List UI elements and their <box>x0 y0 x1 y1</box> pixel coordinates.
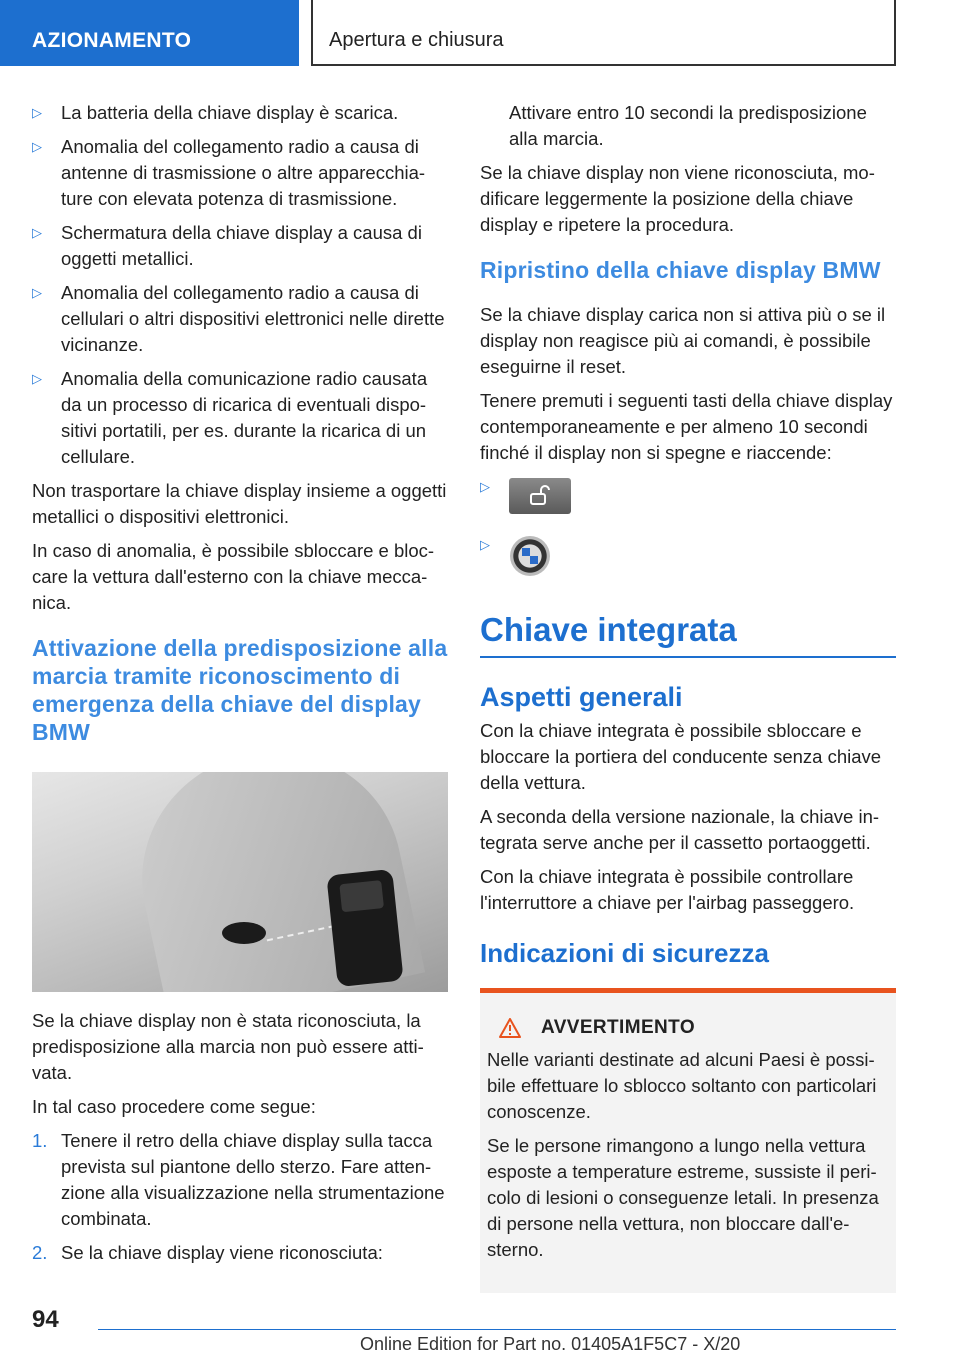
edition-footer: Online Edition for Part no. 01405A1F5C7 - X/20 <box>360 1334 741 1354</box>
paragraph: Con la chiave integrata è possibile sbloccare e bloccare la portiera del conducente senza chiave della vettura. <box>480 720 882 793</box>
page-header <box>0 0 960 66</box>
triangle-bullet-icon: ▷ <box>480 537 490 552</box>
chapter-section-title: Chiave integrata <box>480 610 896 658</box>
section-heading: Aspetti generali <box>480 682 683 712</box>
paragraph: A seconda della versione nazionale, la chiave integrata serve anche per il cassetto portaoggetti. <box>480 806 880 853</box>
warning-triangle-icon <box>499 1018 521 1038</box>
paragraph: Con la chiave integrata è possibile controllare l'interruttore a chiave per l'airbag passeggero. <box>480 866 855 913</box>
triangle-bullet-icon: ▷ <box>32 371 42 386</box>
step-continuation: Attivare entro 10 secondi la predisposizione alla marcia. <box>509 102 867 149</box>
list-item <box>480 474 896 532</box>
paragraph: Non trasportare la chiave display insieme a oggetti metallici o dispositivi elettronici. <box>32 480 447 527</box>
right-column <box>480 100 896 1293</box>
paragraph: Se la chiave display carica non si attiva più o se il display non reagisce più ai comandi, è possibile eseguirne il reset. <box>480 304 886 377</box>
section-heading: Ripristino della chiave display BMW <box>480 257 881 283</box>
key-notch <box>222 922 266 944</box>
triangle-bullet-icon: ▷ <box>32 105 42 120</box>
warning-title: AVVERTIMENTO <box>541 1017 695 1038</box>
list-item: ▷ Anomalia del collegamento radio a causa di cellulari o altri dispositivi elettronici nelle dirette vicinanze. <box>32 282 445 355</box>
paragraph: Tenere premuti i seguenti tasti della chiave display contemporaneamente e per almeno 10 secondi finché il display non si spegne e riaccende: <box>480 390 893 463</box>
list-item: ▷ Schermatura della chiave display a causa di oggetti metallici. <box>32 222 422 269</box>
triangle-bullet-icon: ▷ <box>480 479 490 494</box>
paragraph: Se la chiave display non è stata riconosciuta, la predisposizione alla marcia non può essere attivata. <box>32 1010 424 1083</box>
triangle-bullet-icon: ▷ <box>32 225 42 240</box>
step-number: 2. <box>32 1242 48 1263</box>
warning-box <box>480 988 896 1293</box>
warning-header <box>487 1015 890 1041</box>
section-heading: Attivazione della predisposizione alla marcia tramite riconoscimento di emergenza della chiave del display BMW <box>32 635 448 745</box>
left-column <box>32 100 448 1274</box>
step-item: 2. Se la chiave display viene riconosciuta: <box>32 1240 448 1266</box>
section-label: AZIONAMENTO <box>0 0 299 66</box>
section-heading: Indicazioni di sicurezza <box>480 938 769 968</box>
steering-column-photo <box>32 772 448 992</box>
bmw-logo-button-icon <box>510 536 550 576</box>
step-number: 1. <box>32 1130 48 1151</box>
display-key-fob <box>326 869 403 987</box>
paragraph: In tal caso procedere come segue: <box>32 1096 316 1117</box>
unlock-button-icon <box>509 478 571 514</box>
warning-paragraph: Nelle varianti destinate ad alcuni Paesi è possibile effettuare lo sblocco soltanto con particolari conoscenze. <box>487 1049 877 1122</box>
page-number: 94 <box>32 1306 59 1333</box>
footer-divider <box>98 1329 896 1330</box>
chapter-header <box>311 0 896 66</box>
paragraph: In caso di anomalia, è possibile sbloccare e bloccare la vettura dall'esterno con la chiave meccanica. <box>32 540 435 613</box>
list-item: ▷ La batteria della chiave display è scarica. <box>32 100 448 126</box>
step-item: 1. Tenere il retro della chiave display sulla tacca prevista sul piantone dello sterzo. Fare attenzione alla visualizzazione nella strumentazione combinata. <box>32 1130 445 1229</box>
triangle-bullet-icon: ▷ <box>32 285 42 300</box>
triangle-bullet-icon: ▷ <box>32 139 42 154</box>
chapter-title: Apertura e chiusura <box>329 29 504 51</box>
list-item: ▷ Anomalia del collegamento radio a causa di antenne di trasmissione o altre apparecchiature con elevata potenza di trasmissione. <box>32 136 426 209</box>
list-item <box>480 532 896 590</box>
warning-paragraph: Se le persone rimangono a lungo nella vettura esposte a temperature estreme, sussiste il pericolo di lesioni o conseguenze letali. In presenza di persone nella vettura, non bloccare dall'esterno. <box>487 1135 879 1260</box>
list-item: ▷ Anomalia della comunicazione radio causata da un processo di ricarica di eventuali dispositivi portatili, per es. durante la ricarica di un cellulare. <box>32 368 428 467</box>
paragraph: Se la chiave display non viene riconosciuta, modificare leggermente la posizione della chiave display e ripetere la procedura. <box>480 162 875 235</box>
